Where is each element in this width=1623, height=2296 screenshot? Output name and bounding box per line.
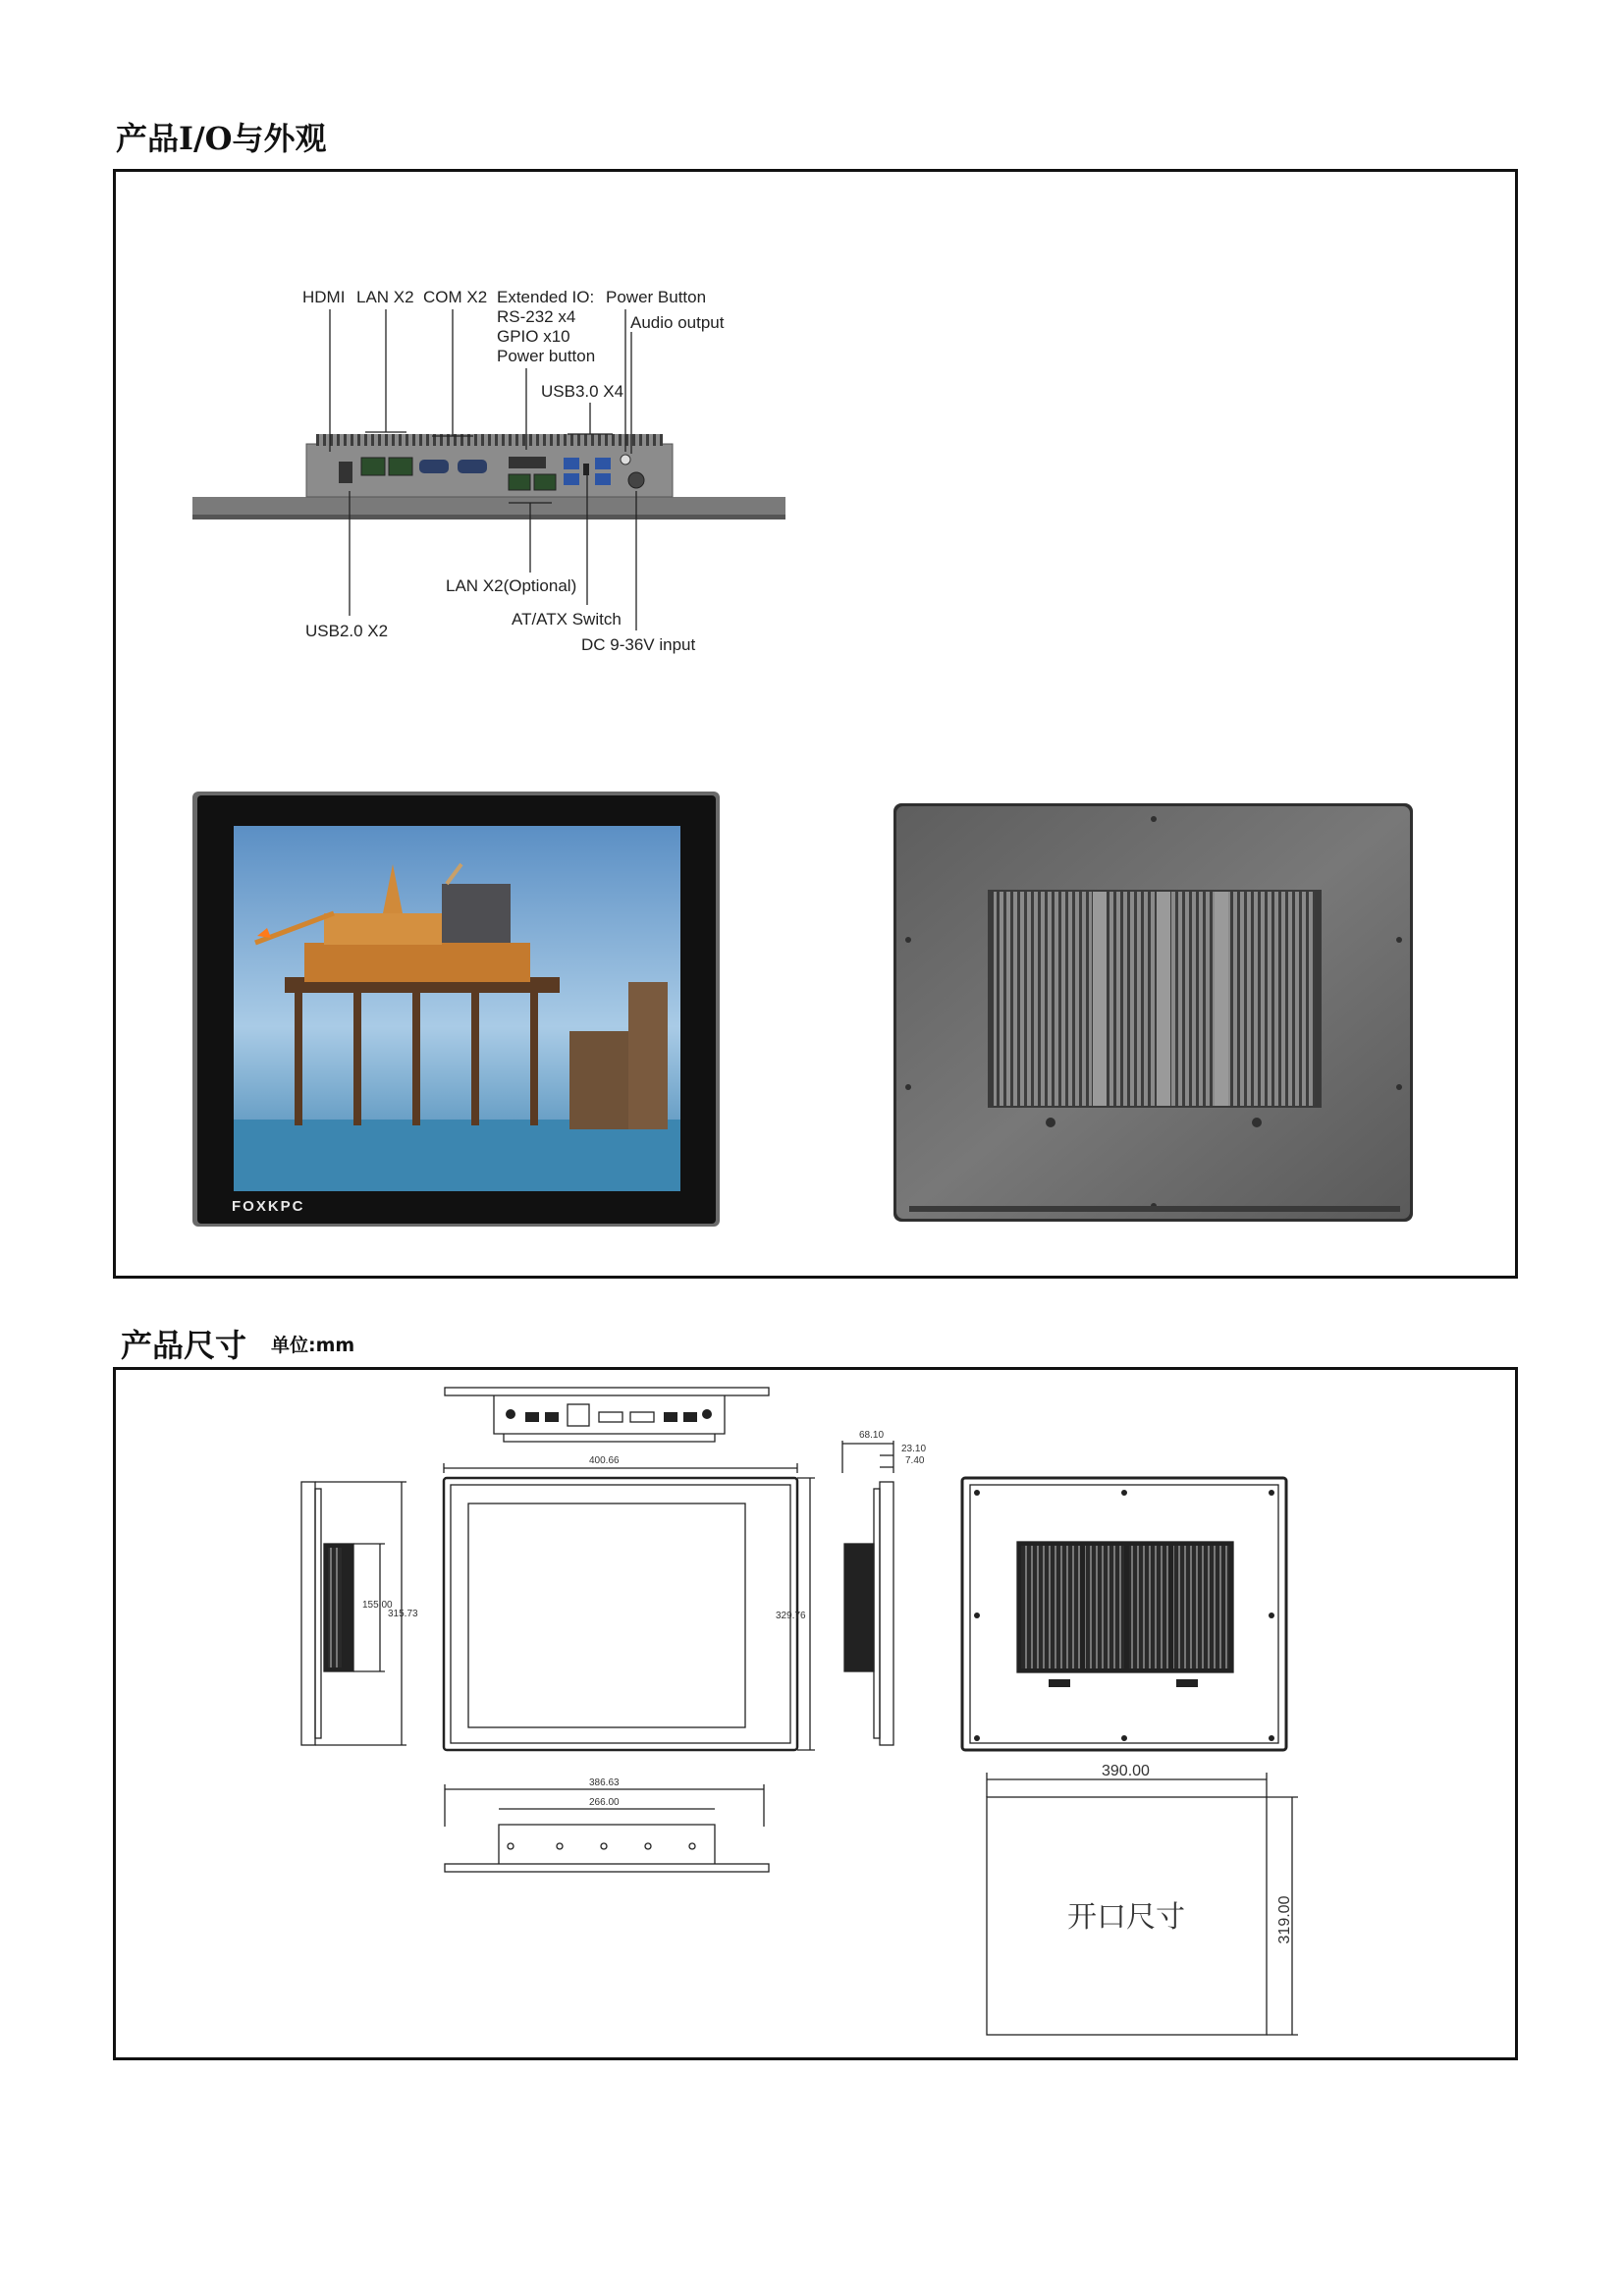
brand-logo: FOXKPC	[232, 1198, 305, 1215]
dim-depth-total: 68.10	[859, 1430, 885, 1441]
usb3-label: USB3.0 X4	[541, 382, 624, 401]
lan-optional-label: LAN X2(Optional)	[446, 576, 577, 595]
extended-io-connector	[509, 457, 546, 468]
dim-front-height: 329.76	[776, 1611, 806, 1621]
com-port-1	[419, 460, 449, 473]
front-panel-photo	[192, 792, 720, 1227]
com-port-2	[458, 460, 487, 473]
dc-input-label: DC 9-36V input	[581, 635, 696, 654]
dim-bottom-width: 386.63	[589, 1777, 620, 1788]
power-button-icon	[621, 455, 630, 465]
dim-bottom-inner: 266.00	[589, 1797, 620, 1808]
com-label: COM X2	[423, 288, 488, 306]
usb2-label: USB2.0 X2	[305, 622, 389, 640]
dim-cutout-height: 319.00	[1276, 1895, 1293, 1944]
io-section-title: 产品I/O与外观	[116, 120, 327, 157]
dim-cutout-width: 390.00	[1102, 1763, 1150, 1779]
hdmi-label: HDMI	[302, 288, 346, 306]
dimensions-frame	[113, 1367, 1518, 2060]
extended-io-rs232: RS-232 x4	[497, 307, 576, 326]
dims-unit: 单位:mm	[271, 1335, 355, 1356]
dim-side-inner: 155.00	[362, 1600, 393, 1611]
io-side-view	[192, 434, 785, 519]
usb2-port	[339, 462, 352, 483]
power-button-label: Power Button	[606, 288, 707, 306]
dims-section-title: 产品尺寸	[121, 1327, 247, 1364]
dim-depth-b: 7.40	[905, 1455, 925, 1466]
usb3-port	[564, 458, 579, 469]
dc-input-icon	[628, 472, 644, 488]
dim-side-outer: 315.73	[388, 1609, 418, 1619]
extended-io-power: Power button	[497, 347, 596, 365]
extended-io-gpio: GPIO x10	[497, 327, 570, 346]
audio-output-label: Audio output	[630, 313, 725, 332]
atx-switch-label: AT/ATX Switch	[512, 610, 622, 629]
lan-port-2	[389, 458, 412, 475]
dim-front-width: 400.66	[589, 1455, 620, 1466]
dim-depth-a: 23.10	[901, 1444, 927, 1454]
extended-io-title: Extended IO:	[497, 288, 595, 306]
rear-panel-photo	[893, 803, 1413, 1222]
lan-port-1	[361, 458, 385, 475]
lan-label: LAN X2	[356, 288, 414, 306]
cutout-label: 开口尺寸	[1067, 1900, 1185, 1935]
